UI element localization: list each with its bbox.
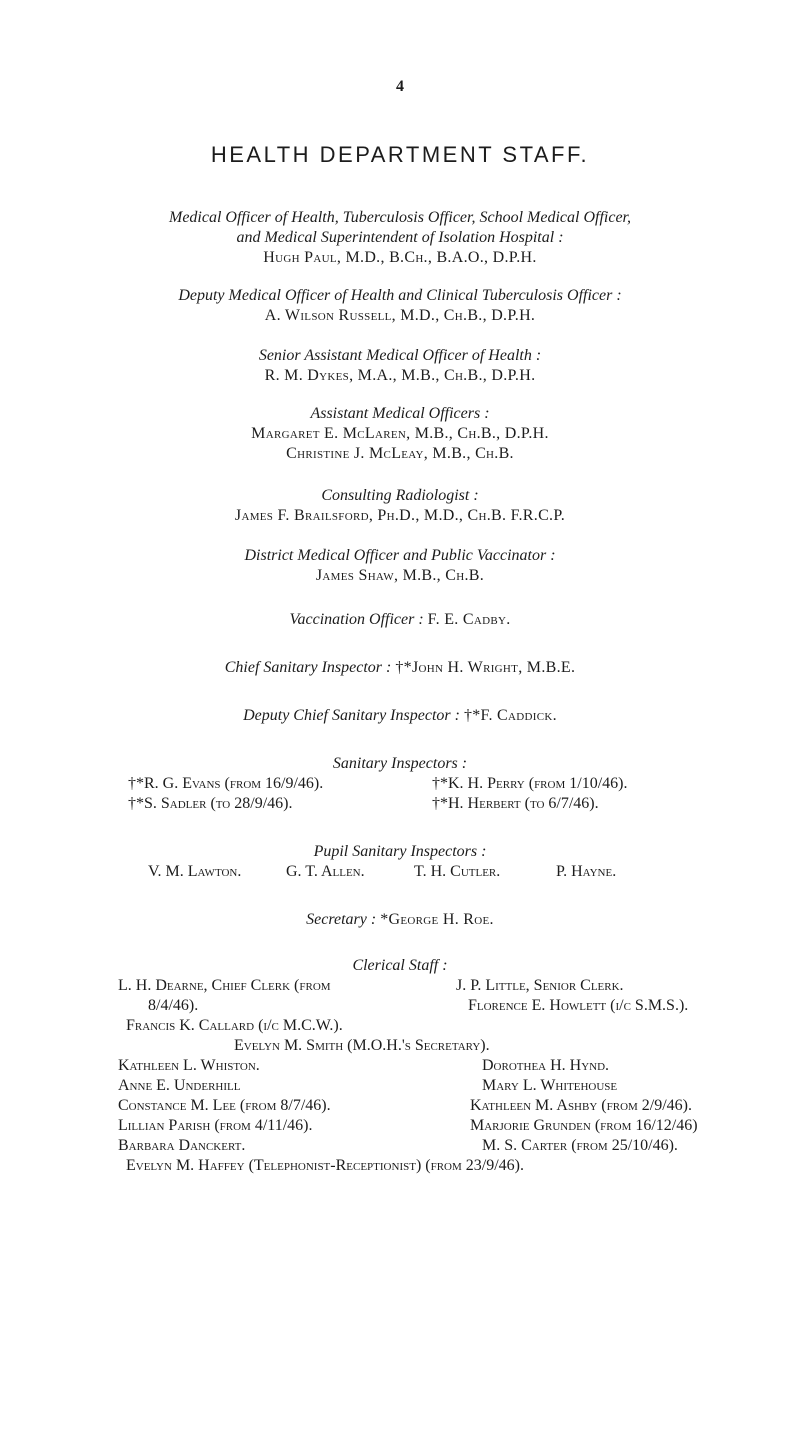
sanitary-inspector-name: †*K. H. Perry (from 1/10/46).: [432, 775, 628, 792]
clerical-staff-line: Anne E. Underhill: [118, 1077, 241, 1094]
moh-role-line1: Medical Officer of Health, Tuberculosis Officer, School Medical Officer,: [169, 209, 631, 226]
pupil-inspector-name: G. T. Allen.: [286, 863, 365, 880]
clerical-staff-line: Kathleen L. Whiston.: [118, 1057, 260, 1074]
chief-si-line: [0, 658, 800, 678]
district-mo-name: James Shaw, M.B., Ch.B.: [315, 567, 485, 584]
assistant-mo-name: Margaret E. McLaren, M.B., Ch.B., D.P.H.: [251, 425, 549, 442]
clerical-staff-line: Dorothea H. Hynd.: [482, 1057, 610, 1074]
page-title: HEALTH DEPARTMENT STAFF.: [210, 142, 590, 167]
radiologist-name: James F. Brailsford, Ph.D., M.D., Ch.B. F.R.C.P.: [234, 507, 566, 524]
clerical-staff-line: Evelyn M. Smith (M.O.H.'s Secretary).: [234, 1037, 490, 1054]
chief-si-role: Chief Sanitary Inspector :: [224, 659, 392, 676]
secretary-name: *George H. Roe.: [380, 911, 494, 928]
vaccination-officer-name: F. E. Cadby.: [427, 611, 511, 628]
secretary-line: [0, 910, 800, 930]
chief-si-name: †*John H. Wright, M.B.E.: [395, 659, 576, 676]
clerical-staff-line: Kathleen M. Ashby (from 2/9/46).: [470, 1097, 693, 1114]
deputy-moh-name: A. Wilson Russell, M.D., Ch.B., D.P.H.: [264, 307, 536, 324]
sanitary-inspector-name: †*H. Herbert (to 6/7/46).: [432, 795, 599, 812]
district-mo-role: District Medical Officer and Public Vaccinator :: [244, 547, 556, 564]
clerical-staff-line: M. S. Carter (from 25/10/46).: [482, 1137, 678, 1154]
deputy-chief-si-name: †*F. Caddick.: [463, 707, 557, 724]
vaccination-officer-line: [0, 610, 800, 630]
assistant-mos-role: Assistant Medical Officers :: [310, 405, 490, 422]
assistant-mo-name: Christine J. McLeay, M.B., Ch.B.: [286, 445, 514, 462]
page-number: 4: [396, 78, 404, 95]
clerical-staff-line: 8/4/46).: [148, 997, 199, 1014]
clerical-staff-line: J. P. Little, Senior Clerk.: [456, 977, 624, 994]
pupil-inspector-name: T. H. Cutler.: [414, 863, 501, 880]
deputy-chief-si-role: Deputy Chief Sanitary Inspector :: [243, 707, 460, 724]
clerical-staff-line: Marjorie Grunden (from 16/12/46): [470, 1117, 698, 1134]
sanitary-inspector-name: †*R. G. Evans (from 16/9/46).: [128, 775, 324, 792]
pupil-inspector-name: V. M. Lawton.: [148, 863, 242, 880]
vaccination-officer-role: Vaccination Officer :: [289, 611, 424, 628]
clerical-staff-line: Barbara Danckert.: [118, 1137, 246, 1154]
clerical-staff-line: Lillian Parish (from 4/11/46).: [118, 1117, 313, 1134]
secretary-role: Secretary :: [306, 911, 377, 928]
sanitary-inspector-name: †*S. Sadler (to 28/9/46).: [128, 795, 293, 812]
radiologist-role: Consulting Radiologist :: [321, 487, 479, 504]
pupil-inspector-name: P. Hayne.: [556, 863, 617, 880]
clerical-staff-line: Evelyn M. Haffey (Telephonist-Receptionist) (from 23/9/46).: [126, 1157, 524, 1174]
moh-name: Hugh Paul, M.D., B.Ch., B.A.O., D.P.H.: [263, 249, 537, 266]
clerical-staff-line: L. H. Dearne, Chief Clerk (from: [118, 977, 331, 994]
clerical-staff-line: Florence E. Howlett (i/c S.M.S.).: [468, 997, 689, 1014]
moh-role-line2: and Medical Superintendent of Isolation Hospital :: [236, 229, 564, 246]
clerical-staff-line: Mary L. Whitehouse: [482, 1077, 618, 1094]
senior-assistant-role: Senior Assistant Medical Officer of Health :: [258, 347, 542, 364]
clerical-staff-role: Clerical Staff :: [352, 957, 448, 974]
clerical-staff-line: Francis K. Callard (i/c M.C.W.).: [126, 1017, 343, 1034]
senior-assistant-name: R. M. Dykes, M.A., M.B., Ch.B., D.P.H.: [264, 367, 536, 384]
clerical-staff-line: Constance M. Lee (from 8/7/46).: [118, 1097, 331, 1114]
pupil-inspectors-role: Pupil Sanitary Inspectors :: [313, 843, 487, 860]
sanitary-inspectors-role: Sanitary Inspectors :: [332, 755, 468, 772]
deputy-chief-si-line: [0, 706, 800, 726]
deputy-moh-role: Deputy Medical Officer of Health and Clinical Tuberculosis Officer :: [178, 287, 622, 304]
